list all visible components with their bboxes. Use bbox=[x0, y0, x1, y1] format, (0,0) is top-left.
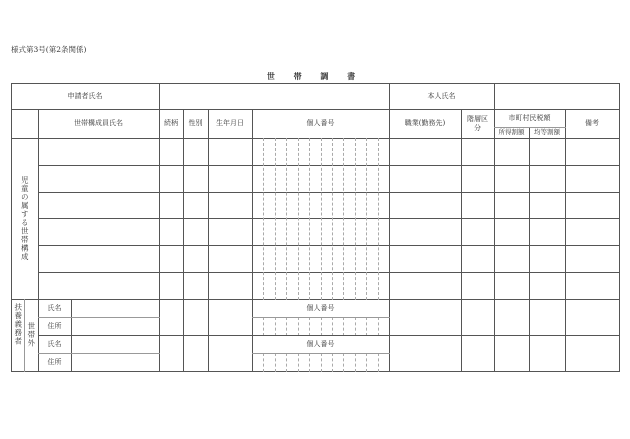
household-row-3-relation-field[interactable] bbox=[160, 193, 183, 218]
per-capita-levy-header: 均等割額 bbox=[534, 128, 560, 137]
form-number: 様式第3号(第2条関係) bbox=[11, 45, 87, 54]
household-row-1-occupation-field[interactable] bbox=[390, 139, 461, 165]
grid-line bbox=[159, 83, 160, 110]
grid-line bbox=[378, 353, 379, 372]
household-row-5-relation-field[interactable] bbox=[160, 246, 183, 272]
household-row-1-remarks-field[interactable] bbox=[566, 139, 619, 165]
grid-line bbox=[355, 138, 356, 300]
household-row-4-member-name-field[interactable] bbox=[39, 219, 159, 245]
grid-line bbox=[343, 317, 344, 336]
self-name-field[interactable] bbox=[495, 84, 619, 109]
grid-line bbox=[275, 353, 276, 372]
grid-line bbox=[355, 317, 356, 336]
supporter-2-name-field[interactable] bbox=[72, 336, 158, 353]
household-row-2-occupation-field[interactable] bbox=[390, 166, 461, 192]
grid-line bbox=[298, 353, 299, 372]
grid-line bbox=[275, 138, 276, 300]
supporter-1-address-label: 住所 bbox=[47, 321, 62, 330]
household-row-2-sex-field[interactable] bbox=[184, 166, 208, 192]
relation-header: 続柄 bbox=[164, 119, 178, 128]
household-row-1-sex-field[interactable] bbox=[184, 139, 208, 165]
household-row-5-per-capita-levy-field[interactable] bbox=[530, 246, 565, 272]
household-row-5-birthdate-field[interactable] bbox=[209, 246, 252, 272]
grid-line bbox=[366, 317, 367, 336]
grid-line bbox=[332, 317, 333, 336]
household-row-3-remarks-field[interactable] bbox=[566, 193, 619, 218]
supporter-1-personal-number-label: 個人番号 bbox=[306, 303, 335, 312]
household-row-4-per-capita-levy-field[interactable] bbox=[530, 219, 565, 245]
grid-line bbox=[355, 353, 356, 372]
household-row-2-per-capita-levy-field[interactable] bbox=[530, 166, 565, 192]
grid-line bbox=[378, 317, 379, 336]
grid-line bbox=[343, 353, 344, 372]
municipal-tax-header: 市町村民税額 bbox=[508, 113, 551, 122]
household-row-1-tier-field[interactable] bbox=[462, 139, 494, 165]
household-row-4-relation-field[interactable] bbox=[160, 219, 183, 245]
household-row-2-relation-field[interactable] bbox=[160, 166, 183, 192]
household-row-6-per-capita-levy-field[interactable] bbox=[530, 273, 565, 299]
household-section-label: 児童の属する世帯構成 bbox=[20, 176, 30, 261]
grid-line bbox=[321, 317, 322, 336]
self-name-label: 本人氏名 bbox=[427, 91, 456, 100]
grid-line bbox=[389, 83, 390, 110]
household-row-6-remarks-field[interactable] bbox=[566, 273, 619, 299]
household-row-3-birthdate-field[interactable] bbox=[209, 193, 252, 218]
household-row-4-occupation-field[interactable] bbox=[390, 219, 461, 245]
household-row-1-income-levy-field[interactable] bbox=[495, 139, 529, 165]
household-row-4-birthdate-field[interactable] bbox=[209, 219, 252, 245]
household-row-6-member-name-field[interactable] bbox=[39, 273, 159, 299]
grid-line bbox=[298, 317, 299, 336]
supporter-1-name-label: 氏名 bbox=[47, 303, 62, 312]
supporter-2-personal-number-label: 個人番号 bbox=[306, 339, 335, 348]
household-row-1-relation-field[interactable] bbox=[160, 139, 183, 165]
grid-line bbox=[11, 109, 620, 110]
household-row-3-per-capita-levy-field[interactable] bbox=[530, 193, 565, 218]
income-levy-header: 所得割額 bbox=[498, 128, 525, 137]
household-row-2-member-name-field[interactable] bbox=[39, 166, 159, 192]
grid-line bbox=[378, 138, 379, 300]
grid-line bbox=[11, 83, 12, 372]
household-row-2-income-levy-field[interactable] bbox=[495, 166, 529, 192]
grid-line bbox=[366, 138, 367, 300]
remarks-header: 備考 bbox=[585, 119, 599, 128]
grid-line bbox=[309, 138, 310, 300]
household-row-2-birthdate-field[interactable] bbox=[209, 166, 252, 192]
grid-line bbox=[286, 353, 287, 372]
household-row-5-sex-field[interactable] bbox=[184, 246, 208, 272]
household-row-2-tier-field[interactable] bbox=[462, 166, 494, 192]
grid-line bbox=[366, 353, 367, 372]
supporter-2-address-field[interactable] bbox=[72, 354, 158, 371]
household-row-2-remarks-field[interactable] bbox=[566, 166, 619, 192]
tier-header: 階層区分 bbox=[467, 114, 488, 132]
household-row-3-income-levy-field[interactable] bbox=[495, 193, 529, 218]
household-row-4-income-levy-field[interactable] bbox=[495, 219, 529, 245]
grid-line bbox=[38, 335, 620, 336]
household-row-5-remarks-field[interactable] bbox=[566, 246, 619, 272]
grid-line bbox=[263, 138, 264, 300]
household-row-4-remarks-field[interactable] bbox=[566, 219, 619, 245]
member-name-header: 世帯構成員氏名 bbox=[74, 119, 123, 128]
sex-header: 性別 bbox=[188, 119, 203, 128]
grid-line bbox=[321, 353, 322, 372]
supporter-1-address-field[interactable] bbox=[72, 318, 158, 335]
grid-line bbox=[494, 83, 495, 110]
outside-household-label: 世帯外 bbox=[26, 322, 36, 348]
grid-line bbox=[252, 317, 390, 318]
household-row-6-sex-field[interactable] bbox=[184, 273, 208, 299]
grid-line bbox=[298, 138, 299, 300]
grid-line bbox=[263, 317, 264, 336]
grid-line bbox=[286, 317, 287, 336]
supporter-section-label: 扶養義務者 bbox=[13, 303, 23, 346]
household-row-5-tier-field[interactable] bbox=[462, 246, 494, 272]
occupation-header: 職業(勤務先) bbox=[404, 119, 446, 128]
household-row-4-tier-field[interactable] bbox=[462, 219, 494, 245]
grid-line bbox=[252, 353, 390, 354]
birthdate-header: 生年月日 bbox=[216, 119, 244, 128]
household-row-6-relation-field[interactable] bbox=[160, 273, 183, 299]
grid-line bbox=[321, 138, 322, 300]
household-row-3-sex-field[interactable] bbox=[184, 193, 208, 218]
supporter-2-address-label: 住所 bbox=[47, 357, 62, 366]
grid-line bbox=[332, 138, 333, 300]
applicant-name-label: 申請者氏名 bbox=[67, 91, 103, 100]
grid-line bbox=[494, 127, 566, 128]
household-row-3-member-name-field[interactable] bbox=[39, 193, 159, 218]
household-row-6-tier-field[interactable] bbox=[462, 273, 494, 299]
grid-line bbox=[286, 138, 287, 300]
personal-number-header: 個人番号 bbox=[306, 119, 335, 128]
household-row-6-birthdate-field[interactable] bbox=[209, 273, 252, 299]
household-row-6-occupation-field[interactable] bbox=[390, 273, 461, 299]
household-row-3-tier-field[interactable] bbox=[462, 193, 494, 218]
grid-line bbox=[38, 317, 160, 318]
grid-line bbox=[252, 109, 253, 372]
grid-line bbox=[619, 83, 620, 372]
household-row-1-birthdate-field[interactable] bbox=[209, 139, 252, 165]
grid-line bbox=[275, 317, 276, 336]
household-row-5-member-name-field[interactable] bbox=[39, 246, 159, 272]
supporter-1-name-field[interactable] bbox=[72, 300, 158, 317]
grid-line bbox=[24, 299, 25, 372]
grid-line bbox=[38, 353, 160, 354]
grid-line bbox=[343, 138, 344, 300]
supporter-2-name-label: 氏名 bbox=[47, 339, 62, 348]
household-row-1-per-capita-levy-field[interactable] bbox=[530, 139, 565, 165]
grid-line bbox=[263, 353, 264, 372]
household-row-6-income-levy-field[interactable] bbox=[495, 273, 529, 299]
household-row-5-income-levy-field[interactable] bbox=[495, 246, 529, 272]
grid-line bbox=[309, 317, 310, 336]
grid-line bbox=[309, 353, 310, 372]
grid-line bbox=[332, 353, 333, 372]
household-row-1-member-name-field[interactable] bbox=[39, 139, 159, 165]
page-title: 世 帯 調 書 bbox=[266, 71, 364, 81]
household-row-5-occupation-field[interactable] bbox=[390, 246, 461, 272]
household-row-4-sex-field[interactable] bbox=[184, 219, 208, 245]
applicant-name-field[interactable] bbox=[160, 84, 388, 109]
household-row-3-occupation-field[interactable] bbox=[390, 193, 461, 218]
grid-line bbox=[11, 83, 620, 84]
